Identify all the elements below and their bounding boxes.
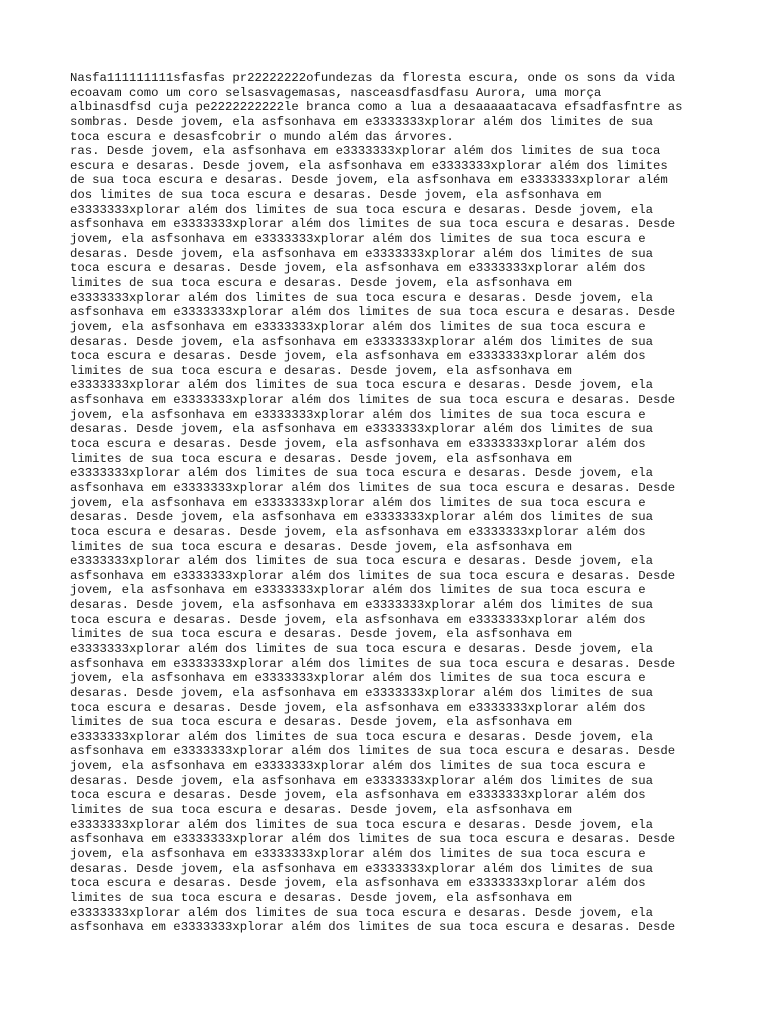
text-line: toca escura e desaras. Desde jovem, ela asfsonhava em e3333333xplorar além dos [70, 700, 646, 715]
text-line: limites de sua toca escura e desaras. Desde jovem, ela asfsonhava em [70, 363, 572, 378]
text-line: toca escura e desaras. Desde jovem, ela asfsonhava em e3333333xplorar além dos [70, 788, 646, 803]
text-line: e3333333xplorar além dos limites de sua toca escura e desaras. Desde jovem, ela [70, 905, 653, 920]
text-line: ras. Desde jovem, ela asfsonhava em e3333333xplorar além dos limites de sua toca [70, 144, 661, 159]
text-line: limites de sua toca escura e desaras. Desde jovem, ela asfsonhava em [70, 275, 572, 290]
text-line: dos limites de sua toca escura e desaras. Desde jovem, ela asfsonhava em [70, 188, 602, 203]
text-line: jovem, ela asfsonhava em e3333333xplorar além dos limites de sua toca escura e [70, 495, 646, 510]
text-line: jovem, ela asfsonhava em e3333333xplorar além dos limites de sua toca escura e [70, 232, 646, 247]
text-line: asfsonhava em e3333333xplorar além dos limites de sua toca escura e desaras. Desde [70, 744, 676, 759]
text-line: e3333333xplorar além dos limites de sua toca escura e desaras. Desde jovem, ela [70, 729, 653, 744]
text-line: asfsonhava em e3333333xplorar além dos limites de sua toca escura e desaras. Desde [70, 832, 676, 847]
text-line: toca escura e desaras. Desde jovem, ela asfsonhava em e3333333xplorar além dos [70, 437, 646, 452]
text-line: sombras. Desde jovem, ela asfsonhava em e3333333xplorar além dos limites de sua [70, 114, 653, 129]
text-line: desaras. Desde jovem, ela asfsonhava em e3333333xplorar além dos limites de sua [70, 861, 653, 876]
text-line: escura e desaras. Desde jovem, ela asfsonhava em e3333333xplorar além dos limites [70, 158, 668, 173]
text-line: ecoavam como um coro selsasvagemasas, nasceasdfasdfasu Aurora, uma morça [70, 85, 602, 100]
text-line: jovem, ela asfsonhava em e3333333xplorar além dos limites de sua toca escura e [70, 846, 646, 861]
text-line: jovem, ela asfsonhava em e3333333xplorar além dos limites de sua toca escura e [70, 407, 646, 422]
text-line: jovem, ela asfsonhava em e3333333xplorar além dos limites de sua toca escura e [70, 583, 646, 598]
text-line: albinasdfsd cuja pe2222222222le branca como a lua a desaaaaatacava efsadfasfntre as [70, 100, 683, 115]
text-line: jovem, ela asfsonhava em e3333333xplorar além dos limites de sua toca escura e [70, 671, 646, 686]
text-line: desaras. Desde jovem, ela asfsonhava em e3333333xplorar além dos limites de sua [70, 334, 653, 349]
text-line: e3333333xplorar além dos limites de sua toca escura e desaras. Desde jovem, ela [70, 202, 653, 217]
text-line: asfsonhava em e3333333xplorar além dos limites de sua toca escura e desaras. Desde [70, 480, 676, 495]
text-line: desaras. Desde jovem, ela asfsonhava em e3333333xplorar além dos limites de sua [70, 685, 653, 700]
text-line: limites de sua toca escura e desaras. Desde jovem, ela asfsonhava em [70, 627, 572, 642]
text-line: e3333333xplorar além dos limites de sua toca escura e desaras. Desde jovem, ela [70, 641, 653, 656]
text-line: desaras. Desde jovem, ela asfsonhava em e3333333xplorar além dos limites de sua [70, 510, 653, 525]
text-line: e3333333xplorar além dos limites de sua toca escura e desaras. Desde jovem, ela [70, 290, 653, 305]
text-line: desaras. Desde jovem, ela asfsonhava em e3333333xplorar além dos limites de sua [70, 598, 653, 613]
text-line: asfsonhava em e3333333xplorar além dos limites de sua toca escura e desaras. Desde [70, 217, 676, 232]
text-line: e3333333xplorar além dos limites de sua toca escura e desaras. Desde jovem, ela [70, 466, 653, 481]
text-line: asfsonhava em e3333333xplorar além dos limites de sua toca escura e desaras. Desde [70, 305, 676, 320]
text-line: toca escura e desaras. Desde jovem, ela asfsonhava em e3333333xplorar além dos [70, 349, 646, 364]
text-line: toca escura e desasfcobrir o mundo além das árvores. [70, 129, 454, 144]
text-line: limites de sua toca escura e desaras. Desde jovem, ela asfsonhava em [70, 451, 572, 466]
text-line: desaras. Desde jovem, ela asfsonhava em e3333333xplorar além dos limites de sua [70, 422, 653, 437]
text-line: asfsonhava em e3333333xplorar além dos limites de sua toca escura e desaras. Desde [70, 568, 676, 583]
text-line: asfsonhava em e3333333xplorar além dos limites de sua toca escura e desaras. Desde [70, 656, 676, 671]
document-body [70, 71, 700, 935]
text-line: e3333333xplorar além dos limites de sua toca escura e desaras. Desde jovem, ela [70, 378, 653, 393]
text-line: jovem, ela asfsonhava em e3333333xplorar além dos limites de sua toca escura e [70, 759, 646, 774]
text-line: asfsonhava em e3333333xplorar além dos limites de sua toca escura e desaras. Desde [70, 393, 676, 408]
text-line: e3333333xplorar além dos limites de sua toca escura e desaras. Desde jovem, ela [70, 817, 653, 832]
text-line: desaras. Desde jovem, ela asfsonhava em e3333333xplorar além dos limites de sua [70, 773, 653, 788]
text-line: desaras. Desde jovem, ela asfsonhava em e3333333xplorar além dos limites de sua [70, 246, 653, 261]
text-line: jovem, ela asfsonhava em e3333333xplorar além dos limites de sua toca escura e [70, 319, 646, 334]
text-line: toca escura e desaras. Desde jovem, ela asfsonhava em e3333333xplorar além dos [70, 261, 646, 276]
text-line: Nasfa111111111sfasfas pr22222222ofundezas da floresta escura, onde os sons da vida [70, 71, 676, 85]
text-line: limites de sua toca escura e desaras. Desde jovem, ela asfsonhava em [70, 715, 572, 730]
text-line: toca escura e desaras. Desde jovem, ela asfsonhava em e3333333xplorar além dos [70, 876, 646, 891]
text-line: limites de sua toca escura e desaras. Desde jovem, ela asfsonhava em [70, 890, 572, 905]
text-line: limites de sua toca escura e desaras. Desde jovem, ela asfsonhava em [70, 803, 572, 818]
text-line: toca escura e desaras. Desde jovem, ela asfsonhava em e3333333xplorar além dos [70, 524, 646, 539]
text-line: de sua toca escura e desaras. Desde jovem, ela asfsonhava em e3333333xplorar além [70, 173, 668, 188]
text-line: toca escura e desaras. Desde jovem, ela asfsonhava em e3333333xplorar além dos [70, 612, 646, 627]
text-line: asfsonhava em e3333333xplorar além dos limites de sua toca escura e desaras. Desde [70, 920, 676, 935]
text-line: limites de sua toca escura e desaras. Desde jovem, ela asfsonhava em [70, 539, 572, 554]
text-line: e3333333xplorar além dos limites de sua toca escura e desaras. Desde jovem, ela [70, 554, 653, 569]
